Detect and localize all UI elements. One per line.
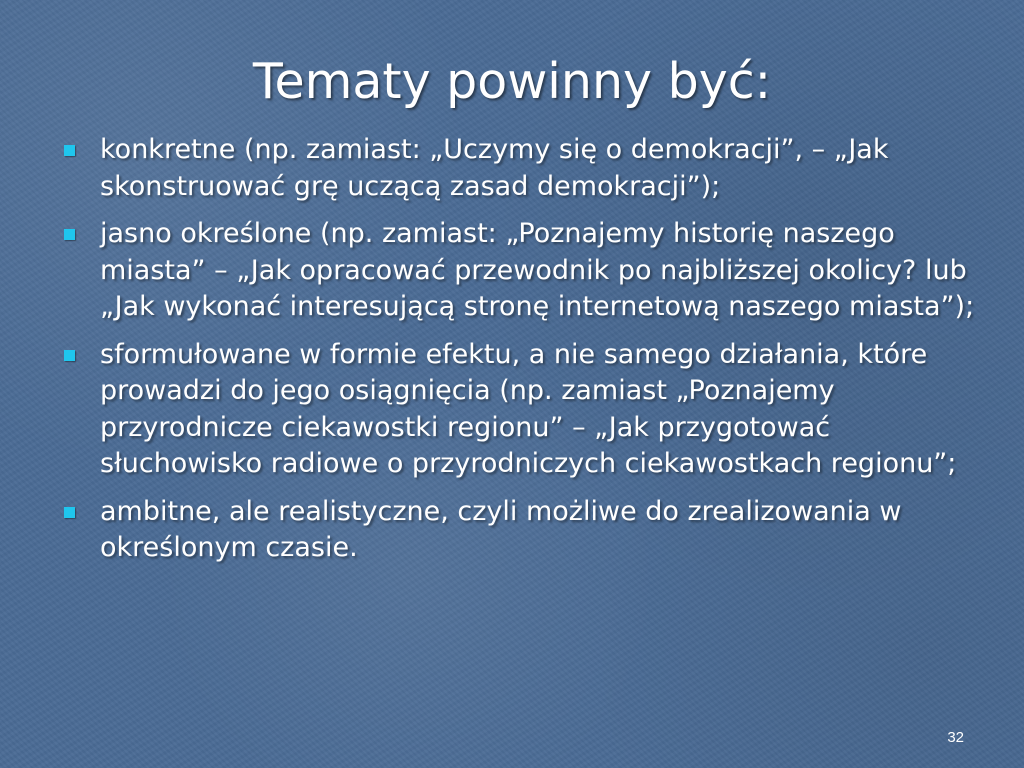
list-item xyxy=(58,337,978,483)
list-item xyxy=(58,216,978,326)
bullet-list xyxy=(58,132,978,578)
bullet-text: ambitne, ale realistyczne, czyli możliwe do zrealizowania w określonym czasie. xyxy=(100,495,902,563)
slide-title: Tematy powinny być: xyxy=(252,53,772,110)
bullet-text: sformułowane w formie efektu, a nie samego działania, które prowadzi do jego osiągnięcia (np. zamiast „Poznajemy przyrodnicze ciekawostki regionu” – „Jak przygotować słuchowisko radiowe o przyrodniczych ciekawostkach regionu”; xyxy=(100,338,957,479)
list-item xyxy=(58,132,978,205)
square-bullet-icon xyxy=(64,145,75,156)
bullet-text: jasno określone (np. zamiast: „Poznajemy historię naszego miasta” – „Jak opracować przewodnik po najbliższej okolicy? lub „Jak wykonać interesującą stronę internetową naszego miasta”); xyxy=(100,218,975,322)
square-bullet-icon xyxy=(64,229,75,240)
list-item xyxy=(58,494,978,567)
square-bullet-icon xyxy=(64,350,75,361)
page-number: 32 xyxy=(947,729,964,746)
square-bullet-icon xyxy=(64,507,75,518)
bullet-text: konkretne (np. zamiast: „Uczymy się o demokracji”, – „Jak skonstruować grę uczącą zasad demokracji”); xyxy=(100,134,889,202)
